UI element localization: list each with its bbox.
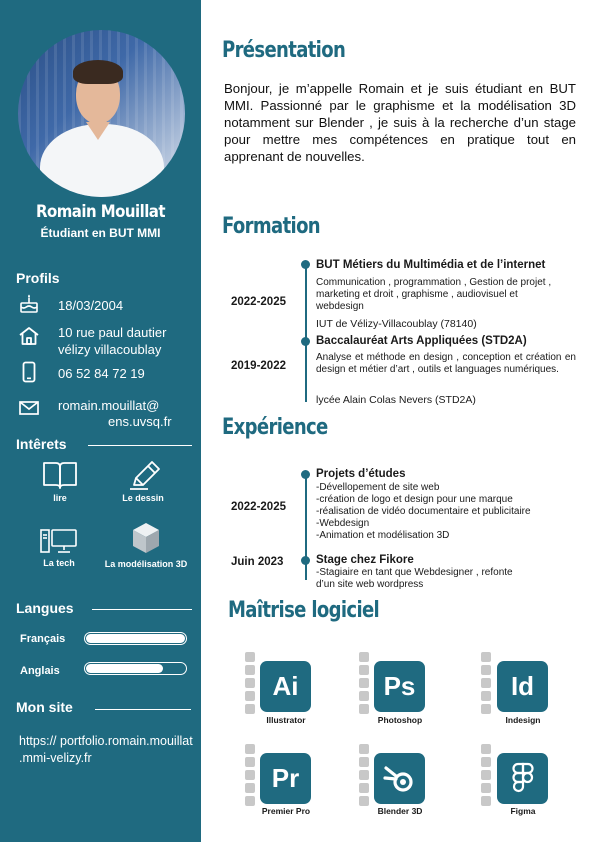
experience-title-1: Projets d’études [316,468,406,480]
interest-label-drawing: Le dessin [122,493,164,503]
blender-icon [374,753,425,804]
formation-school-2: lycée Alain Colas Nevers (STD2A) [316,394,476,406]
language-label-french: Français [20,633,66,645]
experience-title-2: Stage chez Fikore [316,554,414,566]
site-title: Mon site [16,699,73,715]
experience-line: d’un site web wordpress [316,579,424,590]
address-line1: 10 rue paul dautier [58,325,167,340]
dots-premiere [245,744,255,809]
formation-title-1: BUT Métiers du Multimédia et de l’internet [316,259,546,271]
profile-name: Romain Mouillat [35,202,166,222]
experience-line: -Webdesign [316,518,370,529]
formation-title-2: Baccalauréat Arts Appliquées (STD2A) [316,335,527,347]
formation-title: Formation [222,214,321,239]
mail-icon [18,397,40,419]
dots-blender [359,744,369,809]
photoshop-label: Photoshop [377,715,423,725]
interest-label-read: lire [53,493,67,503]
formation-dot-1 [301,260,310,269]
book-icon [42,460,78,490]
experience-year-1: 2022-2025 [231,501,286,513]
profils-title: Profils [16,270,60,286]
formation-text-2: Analyse et méthode en design , conception et création en design et métier d’art , outils et languages numériques. [316,352,576,375]
profile-photo [18,30,185,197]
portfolio-link[interactable]: https:// portfolio.romain.mouillat .mmi-velizy.fr [19,734,193,765]
home-icon [18,325,40,347]
birthdate: 18/03/2004 [58,298,124,313]
indesign-icon: Id [497,661,548,712]
site-divider [95,709,191,710]
experience-year-2: Juin 2023 [231,556,284,568]
email-line2[interactable]: ens.uvsq.fr [108,414,172,429]
experience-lines-1 [316,482,591,542]
interest-label-tech: La tech [43,558,75,568]
language-fill-english [86,664,163,673]
language-fill-french [86,634,185,643]
formation-timeline [305,262,307,402]
illustrator-icon: Ai [260,661,311,712]
language-label-english: Anglais [20,665,60,677]
experience-line: -Animation et modélisation 3D [316,530,450,541]
dots-photoshop [359,652,369,717]
dots-figma [481,744,491,809]
language-bar-english [84,662,187,675]
software-title: Maîtrise logiciel [228,598,380,623]
presentation-title: Présentation [222,38,346,63]
profile-role: Étudiant en BUT MMI [40,226,161,240]
dots-illustrator [245,652,255,717]
dots-indesign [481,652,491,717]
formation-year-2: 2019-2022 [231,360,286,372]
formation-dot-2 [301,337,310,346]
pencil-icon [128,459,162,491]
experience-dot-2 [301,556,310,565]
presentation-text: Bonjour, je m’appelle Romain et je suis étudiant en BUT MMI. Passionné par le graphisme et la modélisation 3D notamment sur Blender , je suis à la recherche d’un stage pour mettre mes compétences en pratique tout en apprenant de nouvelles. [224,81,576,164]
interets-title: Intêrets [16,436,67,452]
illustrator-label: Illustrator [266,715,306,725]
sidebar [0,0,201,842]
formation-text-1: Communication , programmation , Gestion de projet , marketing et droit , graphisme , audiovisuel et webdesign [316,277,552,312]
cake-icon [18,293,40,315]
experience-line: -Stagiaire en tant que Webdesigner , refonte [316,567,513,578]
indesign-label: Indesign [505,715,541,725]
figma-icon [497,753,548,804]
interest-label-3d: La modélisation 3D [104,559,188,569]
blender-label: Blender 3D [377,806,423,816]
figma-label: Figma [510,806,536,816]
phone-icon [18,361,40,383]
experience-line: -Dévellopement de site web [316,482,440,493]
photoshop-icon: Ps [374,661,425,712]
langues-divider [92,609,192,610]
premiere-label: Premier Pro [261,806,311,816]
phone-number: 06 52 84 72 19 [58,366,145,381]
experience-title: Expérience [222,415,328,440]
language-bar-french [84,632,187,645]
langues-title: Langues [16,600,74,616]
experience-lines-2 [316,567,586,591]
computer-icon [40,528,78,554]
blender-glyph [383,764,417,794]
address-line2: vélizy villacoublay [58,342,162,357]
experience-line: -création de logo et design pour une marque [316,494,513,505]
premiere-icon: Pr [260,753,311,804]
email-line1[interactable]: romain.mouillat@ [58,398,160,413]
experience-dot-1 [301,470,310,479]
figma-glyph [511,762,535,796]
formation-school-1: IUT de Vélizy-Villacoublay (78140) [316,318,477,330]
formation-year-1: 2022-2025 [231,296,286,308]
cube-icon [131,521,161,555]
experience-line: -réalisation de vidéo documentaire et publicitaire [316,506,531,517]
interets-divider [88,445,192,446]
